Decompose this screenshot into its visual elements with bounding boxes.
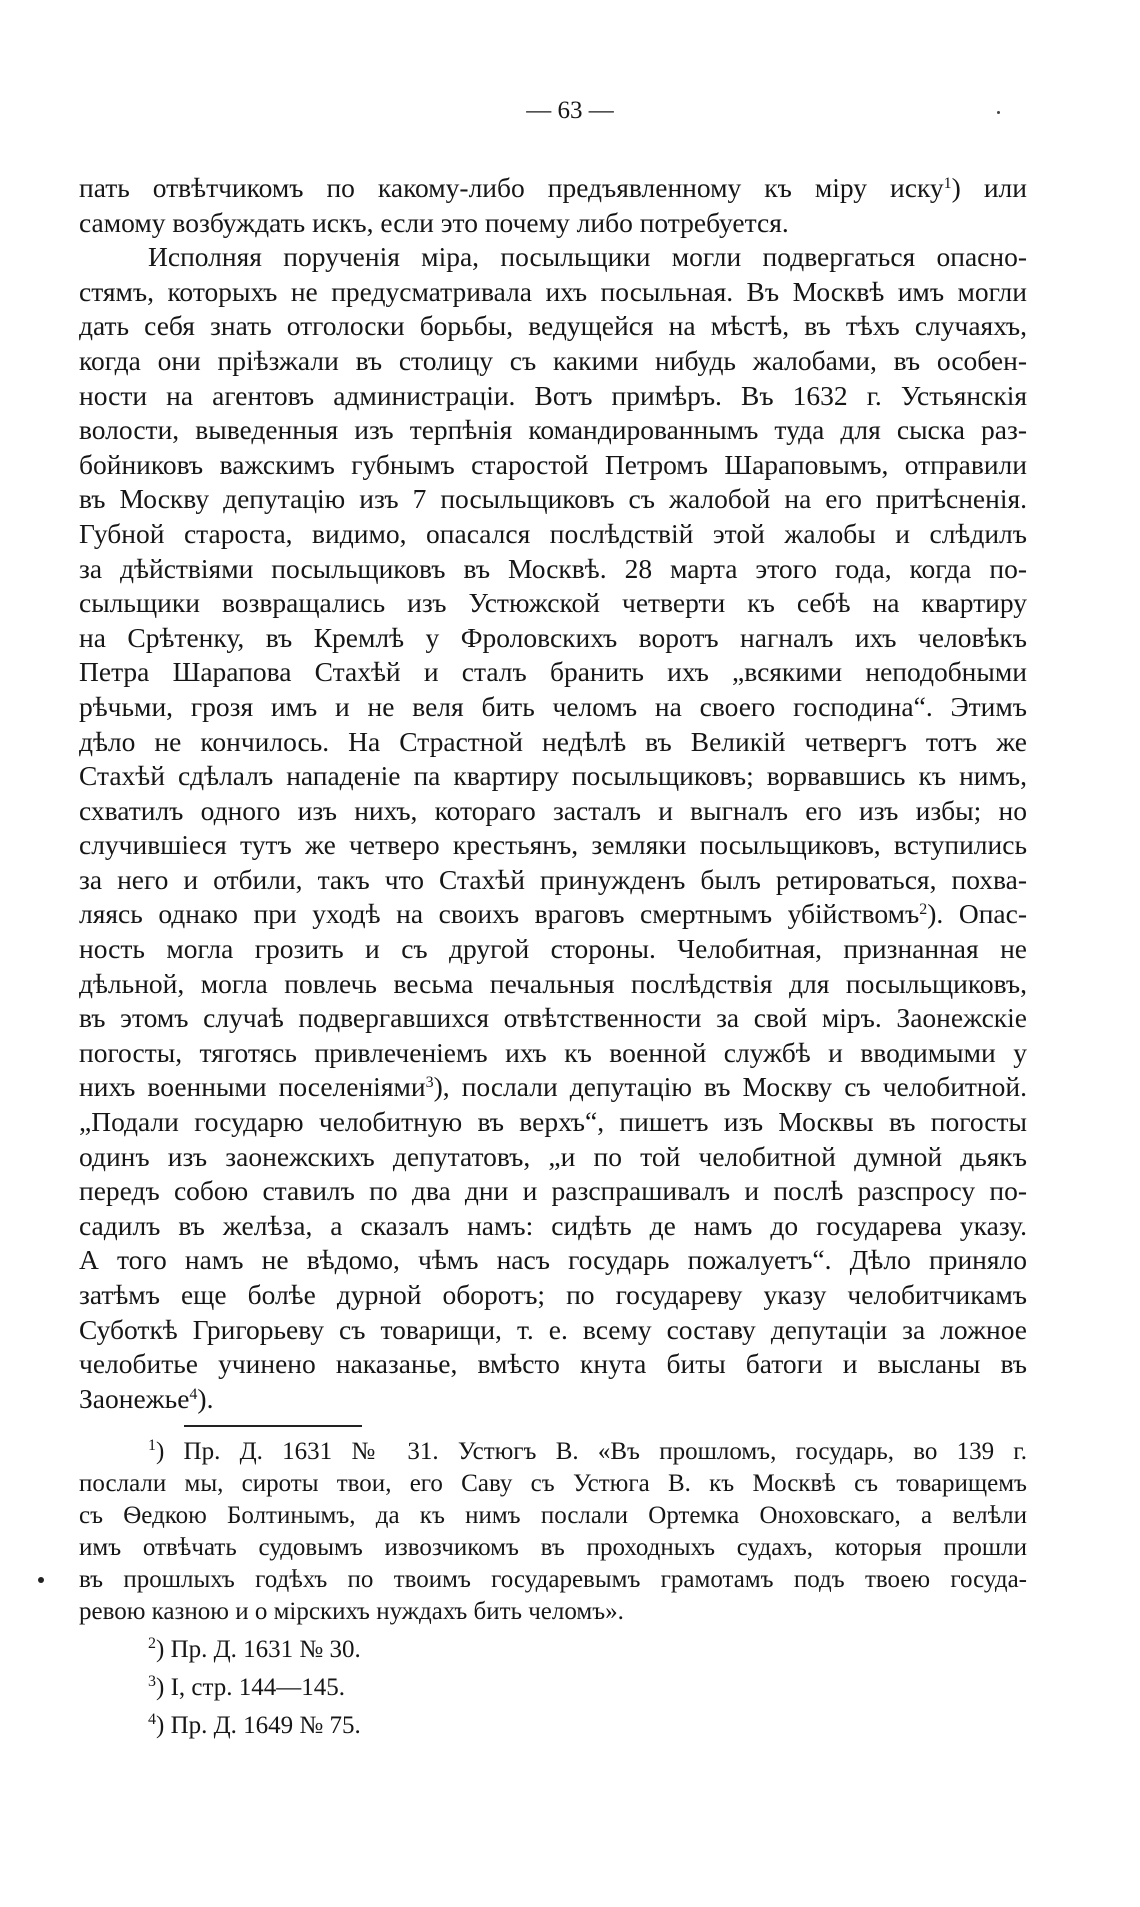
text-line: ность могла грозить и съ другой стороны. Челобитная, признанная не xyxy=(79,933,1027,965)
footnote-mark: 3 xyxy=(148,1673,156,1690)
footnote-divider xyxy=(184,1425,362,1427)
margin-mark xyxy=(38,1577,44,1583)
text-line: Петра Шарапова Стахѣй и сталъ бранить ихъ „всякими неподобными xyxy=(79,656,1027,688)
footnote-ref: 1 xyxy=(943,175,952,192)
text-line: дать себя знать отголоски борьбы, ведущейся на мѣстѣ, въ тѣхъ случаяхъ, xyxy=(79,310,1027,342)
text-line: Губной староста, видимо, опасался послѣдствій этой жалобы и слѣдилъ xyxy=(79,517,1027,549)
footnote-line: послали мы, сироты твои, его Саву съ Устюга В. къ Москвѣ съ товарищемъ xyxy=(79,1470,1027,1497)
text-line: когда они пріѣзжали въ столицу съ какими нибудь жалобами, въ особен- xyxy=(79,344,1027,376)
footnote-line: въ прошлыхъ годѣхъ по твоимъ государевымъ грамотамъ подъ твоею госуда- xyxy=(79,1566,1027,1593)
text-line: „Подали государю челобитную въ верхъ“, пишетъ изъ Москвы въ погосты xyxy=(79,1106,1027,1138)
footnote-line: съ Ѳедкою Болтинымъ, да къ нимъ послали Ортемка Оноховскаго, а велѣли xyxy=(79,1502,1027,1529)
footnote-ref: 3 xyxy=(425,1074,434,1092)
main-text xyxy=(79,171,1027,1416)
footnote-line: имъ отвѣчать судовымъ извозчикомъ въ проходныхъ судахъ, которыя прошли xyxy=(79,1534,1027,1561)
text-line: ляясь однако при уходѣ на своихъ враговъ смертнымъ убійствомъ$^2$). Опас- xyxy=(79,898,1027,930)
footnote-ref: 2 xyxy=(919,901,928,919)
text-line: дѣло не кончилось. На Страстной недѣлѣ въ Великій четвергъ тотъ же xyxy=(79,725,1027,757)
footnote-line: ревою казною и о мірскихъ нуждахъ бить челомъ». xyxy=(79,1598,624,1625)
print-speck xyxy=(997,111,1000,114)
text-line: садилъ въ желѣза, а сказалъ намъ: сидѣть де намъ до государева указу. xyxy=(79,1209,1027,1241)
footnote-line: $^3$) I, стр. 144—145. xyxy=(148,1673,345,1701)
text-line: сыльщики возвращались изъ Устюжской четверти къ себѣ на квартиру xyxy=(79,587,1027,619)
text-line: въ Москву депутацію изъ 7 посыльщиковъ съ жалобой на его притѣсненія. xyxy=(79,483,1027,515)
text-line: одинъ изъ заонежскихъ депутатовъ, „и по той челобитной думной дьякъ xyxy=(79,1140,1027,1172)
text-line: затѣмъ еще болѣе дурной оборотъ; по государеву указу челобитчикамъ xyxy=(79,1279,1027,1310)
text-line: Суботкѣ Григорьеву съ товарищи, т. е. всему составу депутаціи за ложное xyxy=(79,1313,1027,1345)
text-line: самому возбуждать искъ, если это почему либо потребуется. xyxy=(79,206,789,238)
text-line: случившіеся тутъ же четверо крестьянъ, земляки посыльщиковъ, вступились xyxy=(79,829,1027,861)
text-line: Стахѣй сдѣлалъ нападеніе па квартиру посыльщиковъ; ворвавшись къ нимъ, xyxy=(79,760,1027,792)
text-line: нихъ военными поселеніями$^3$), послали депутацію въ Москву съ челобитной. xyxy=(79,1071,1027,1103)
footnote-mark: 4 xyxy=(148,1711,156,1728)
text-line: схватилъ одного изъ нихъ, котораго засталъ и выгналъ его изъ избы; но xyxy=(79,794,1027,826)
footnote-mark: 1 xyxy=(148,1437,156,1454)
text-line: рѣчьми, грозя имъ и не веля бить челомъ на своего господина“. Этимъ xyxy=(79,690,1027,722)
text-line: челобитье учинено наказанье, вмѣсто кнута биты батоги и высланы въ xyxy=(79,1348,1027,1380)
text-line: А того намъ не вѣдомо, чѣмъ насъ государь пожалуетъ“. Дѣло приняло xyxy=(79,1244,1027,1276)
text-line: волости, выведенныя изъ терпѣнія командированнымъ туда для сыска раз- xyxy=(79,414,1027,446)
text-line: дѣльной, могла повлечь весьма печальныя послѣдствія для посыльщиковъ, xyxy=(79,967,1027,999)
text-line: Заонежье$^4$). xyxy=(79,1382,214,1414)
footnote-mark: 2 xyxy=(148,1635,156,1652)
footnotes xyxy=(79,1436,1027,1742)
text-line: бойниковъ важскимъ губнымъ старостой Петромъ Шараповымъ, отправили xyxy=(79,448,1027,480)
page-number: — 63 — xyxy=(526,97,614,124)
text-line: за дѣйствіями посыльщиковъ въ Москвѣ. 28 марта этого года, когда по- xyxy=(79,552,1027,584)
text-line: передъ собою ставилъ по два дни и разспрашивалъ и послѣ разспросу по- xyxy=(79,1175,1027,1207)
footnote-line: $^1$) Пр. Д. 1631 № 31. Устюгъ В. «Въ прошломъ, государь, во 139 г. xyxy=(148,1437,1027,1465)
text-line: Исполняя порученія міра, посыльщики могли подвергаться опасно- xyxy=(148,241,1027,273)
text-line: стямъ, которыхъ не предусматривала ихъ посыльная. Въ Москвѣ имъ могли xyxy=(79,275,1027,307)
text-line: на Срѣтенку, въ Кремлѣ у Фроловскихъ воротъ нагналъ ихъ человѣкъ xyxy=(79,621,1027,653)
text-line: ности на агентовъ администраціи. Вотъ примѣръ. Въ 1632 г. Устьянскія xyxy=(79,379,1027,411)
footnote-line: $^2$) Пр. Д. 1631 № 30. xyxy=(148,1635,361,1663)
footnote-line: $^4$) Пр. Д. 1649 № 75. xyxy=(148,1711,361,1739)
footnote-ref: 4 xyxy=(189,1385,198,1403)
text-line: за него и отбили, такъ что Стахѣй принужденъ былъ ретироваться, похва- xyxy=(79,863,1027,895)
text-line: въ этомъ случаѣ подвергавшихся отвѣтственности за свой міръ. Заонежскіе xyxy=(79,1002,1027,1034)
text-line: пать отвѣтчикомъ по какому-либо предъявленному къ міру иску$^1$) или xyxy=(79,172,1027,203)
text-line: погосты, тяготясь привлеченіемъ ихъ къ военной службѣ и вводимыми у xyxy=(79,1036,1027,1068)
